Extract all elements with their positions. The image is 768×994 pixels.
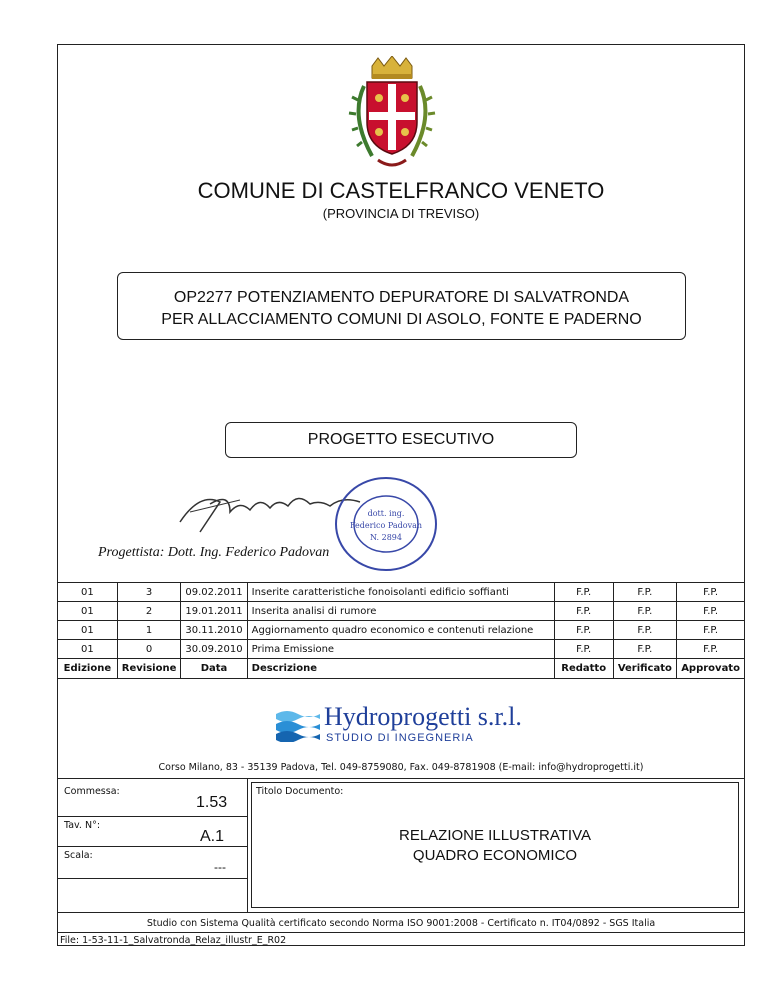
project-line-2: PER ALLACCIAMENTO COMUNI DI ASOLO, FONTE E PADERNO: [161, 311, 642, 328]
revision-cell: 01: [58, 621, 118, 640]
company-tagline: STUDIO DI INGEGNERIA: [326, 732, 474, 744]
revision-header-cell: Edizione: [58, 659, 118, 679]
revision-cell: Inserita analisi di rumore: [247, 602, 554, 621]
revision-cell: F.P.: [677, 602, 745, 621]
revision-row: [58, 583, 745, 602]
project-title-box: [117, 272, 686, 340]
revision-cell: 01: [58, 602, 118, 621]
revision-cell: 19.01.2011: [181, 602, 247, 621]
divider: [57, 778, 745, 779]
revision-cell: F.P.: [554, 640, 613, 659]
divider: [57, 816, 247, 817]
revision-header-cell: Redatto: [554, 659, 613, 679]
document-title-line-1: RELAZIONE ILLUSTRATIVA: [399, 827, 591, 844]
phase-box: PROGETTO ESECUTIVO: [225, 422, 577, 458]
revision-header-cell: Approvato: [677, 659, 745, 679]
scala-label: Scala:: [64, 850, 93, 861]
divider: [57, 912, 745, 913]
revision-cell: 1: [117, 621, 181, 640]
revision-cell: F.P.: [613, 583, 677, 602]
revision-header-cell: Descrizione: [247, 659, 554, 679]
revision-row: [58, 602, 745, 621]
revision-cell: 3: [117, 583, 181, 602]
revision-cell: F.P.: [677, 640, 745, 659]
divider: [57, 932, 745, 933]
revision-cell: 09.02.2011: [181, 583, 247, 602]
revision-header-row: [58, 659, 745, 679]
progettista-label: Progettista: Dott. Ing. Federico Padovan: [98, 545, 330, 560]
waves-logo-icon: [276, 708, 320, 742]
revision-cell: F.P.: [554, 621, 613, 640]
revision-cell: 30.11.2010: [181, 621, 247, 640]
company-name: Hydroprogetti s.r.l.: [324, 702, 522, 731]
scala-value: ---: [214, 860, 226, 874]
revision-cell: 01: [58, 583, 118, 602]
certification-line: Studio con Sistema Qualità certificato secondo Norma ISO 9001:2008 - Certificato n. IT04/0892 - SGS Italia: [146, 918, 656, 929]
revision-cell: 0: [117, 640, 181, 659]
revision-cell: F.P.: [554, 602, 613, 621]
revision-cell: F.P.: [677, 621, 745, 640]
revision-cell: Aggiornamento quadro economico e contenuti relazione: [247, 621, 554, 640]
revision-cell: F.P.: [677, 583, 745, 602]
file-name: File: 1-53-11-1_Salvatronda_Relaz_illustr_E_R02: [60, 935, 287, 946]
revision-header-cell: Data: [181, 659, 247, 679]
revision-cell: Prima Emissione: [247, 640, 554, 659]
revision-cell: F.P.: [554, 583, 613, 602]
professional-stamp-icon: [332, 474, 440, 574]
revision-header-cell: Revisione: [117, 659, 181, 679]
revision-cell: 30.09.2010: [181, 640, 247, 659]
revision-row: [58, 621, 745, 640]
revision-cell: 2: [117, 602, 181, 621]
stamp-line-3: N. 2894: [370, 533, 402, 542]
revision-row: [58, 640, 745, 659]
stamp-line-2: Federico Padovan: [349, 521, 423, 530]
titolo-label: Titolo Documento:: [256, 786, 344, 797]
divider: [57, 846, 247, 847]
document-title-line-2: QUADRO ECONOMICO: [412, 847, 578, 864]
divider: [57, 878, 247, 879]
revision-cell: F.P.: [613, 621, 677, 640]
divider: [247, 778, 248, 912]
revision-table: [57, 582, 745, 679]
document-title: [251, 826, 739, 866]
commessa-value: 1.53: [196, 794, 228, 811]
revision-cell: F.P.: [613, 640, 677, 659]
revision-cell: F.P.: [613, 602, 677, 621]
revision-cell: Inserite caratteristiche fonoisolanti edificio soffianti: [247, 583, 554, 602]
coat-of-arms-icon: [342, 56, 442, 174]
tav-value: A.1: [200, 828, 225, 845]
stamp-line-1: dott. ing.: [367, 509, 405, 518]
revision-cell: 01: [58, 640, 118, 659]
commessa-label: Commessa:: [64, 786, 120, 797]
company-address: Corso Milano, 83 - 35139 Padova, Tel. 049-8759080, Fax. 049-8781908 (E-mail: info@hydroprogetti.it): [158, 762, 644, 773]
comune-title: COMUNE DI CASTELFRANCO VENETO: [197, 178, 605, 203]
provincia-subtitle: (PROVINCIA DI TREVISO): [322, 206, 480, 221]
tav-label: Tav. N°:: [64, 820, 101, 831]
project-line-1: OP2277 POTENZIAMENTO DEPURATORE DI SALVATRONDA: [173, 289, 630, 306]
revision-header-cell: Verificato: [613, 659, 677, 679]
